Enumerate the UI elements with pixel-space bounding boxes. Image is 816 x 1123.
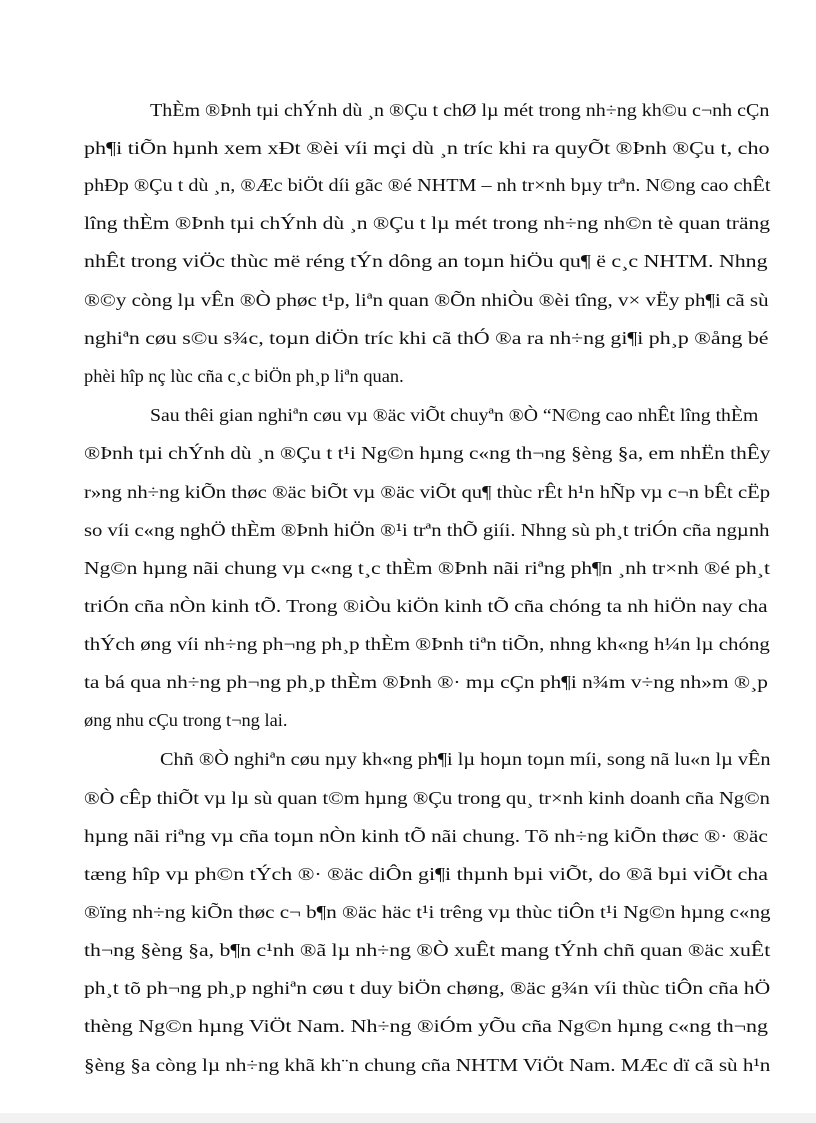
text-line: thèng Ng©n hµng ViÖt Nam. Nh÷ng ®iÓm yÕu cña Ng©n hµng c«ng th¬ng	[84, 1016, 769, 1036]
text-line: th¬ng §èng §a, b¶n c¹nh ®ã lµ nh÷ng ®Ò xuÊt mang tÝnh chñ quan ®äc xuÊt	[84, 940, 771, 960]
text-line: phèi hîp nç lùc cña c¸c biÖn ph¸p liªn quan.	[84, 366, 404, 386]
text-line: thÝch øng víi nh÷ng ph¬ng ph¸p thÈm ®Þnh tiªn tiÕn, nhng kh«ng h¼n lµ chóng	[84, 634, 770, 654]
text-line: tæng hîp vµ ph©n tÝch ®· ®äc diÔn gi¶i thµnh bµi viÕt, do ®ã bµi viÕt cha	[84, 864, 768, 884]
text-line: ta bá qua nh÷ng ph¬ng ph¸p thÈm ®Þnh ®· mµ cÇn ph¶i n¾m v÷ng nh»m ®¸p	[84, 672, 768, 692]
text-line: phÐp ®Çu t dù ¸n, ®Æc biÖt díi gãc ®é NHTM – nh tr×nh bµy trªn. N©ng cao chÊt	[84, 175, 771, 195]
text-line: ph¸t tõ ph¬ng ph¸p nghiªn cøu t duy biÖn chøng, ®äc g¾n víi thùc tiÔn cña hÖ	[84, 978, 771, 998]
text-line: triÓn cña nÒn kinh tÕ. Trong ®iÒu kiÖn kinh tÕ cña chóng ta nh hiÖn nay cha	[84, 596, 768, 616]
text-line: r»ng nh÷ng kiÕn thøc ®äc biÕt vµ ®äc viÕt qu¶ thùc rÊt h¹n hÑp vµ c¬n bÊt cËp	[84, 482, 771, 502]
text-line: Chñ ®Ò nghiªn cøu nµy kh«ng ph¶i lµ hoµn toµn míi, song nã lu«n lµ vÊn	[160, 749, 771, 769]
text-line: ®Þnh tµi chÝnh dù ¸n ®Çu t t¹i Ng©n hµng c«ng th¬ng §èng §a, em nhËn thÊy	[84, 443, 771, 463]
text-line: ThÈm ®Þnh tµi chÝnh dù ¸n ®Çu t chØ lµ mét trong nh÷ng kh©u c¬nh cÇn	[150, 100, 770, 120]
text-line: ®ïng nh÷ng kiÕn thøc c¬ b¶n ®äc häc t¹i trêng vµ thùc tiÔn t¹i Ng©n hµng c«ng	[84, 902, 771, 922]
text-line: ®Ò cÊp thiÕt vµ lµ sù quan t©m hµng ®Çu trong qu¸ tr×nh kinh doanh cña Ng©n	[84, 788, 770, 808]
text-line: øng nhu cÇu trong t¬ng lai.	[84, 710, 288, 730]
text-line: lîng thÈm ®Þnh tµi chÝnh dù ¸n ®Çu t lµ mét trong nh÷ng nh©n tè quan träng	[84, 213, 771, 233]
text-line: Sau thêi gian nghiªn cøu vµ ®äc viÕt chuyªn ®Ò “N©ng cao nhÊt lîng thÈm	[150, 405, 759, 425]
text-line: so víi c«ng nghÖ thÈm ®Þnh hiÖn ®¹i trªn thÕ giíi. Nhng sù ph¸t triÓn cña ngµnh	[84, 520, 770, 540]
text-line: Ng©n hµng nãi chung vµ c«ng t¸c thÈm ®Þnh nãi riªng ph¶n ¸nh tr×nh ®é ph¸t	[84, 558, 770, 578]
text-line: nhÊt trong viÖc thùc më réng tÝn dông an toµn hiÖu qu¶ ë c¸c NHTM. Nhng	[84, 251, 768, 271]
page-bottom-edge	[0, 1113, 816, 1123]
text-line: ph¶i tiÕn hµnh xem xÐt ®èi víi mçi dù ¸n tríc khi ra quyÕt ®Þnh ®Çu t, cho	[84, 138, 770, 158]
text-line: ®©y còng lµ vÊn ®Ò phøc t¹p, liªn quan ®Õn nhiÒu ®èi tîng, v× vËy ph¶i cã sù	[84, 290, 769, 310]
text-line: nghiªn cøu s©u s¾c, toµn diÖn tríc khi cã thÓ ®a ra nh÷ng gi¶i ph¸p ®ång bé	[84, 328, 769, 348]
text-line: hµng nãi riªng vµ cña toµn nÒn kinh tÕ nãi chung. Tõ nh÷ng kiÕn thøc ®· ®äc	[84, 826, 768, 846]
text-line: §èng §a còng lµ nh÷ng khã kh¨n chung cña NHTM ViÖt Nam. MÆc dï cã sù h¹n	[84, 1055, 771, 1075]
